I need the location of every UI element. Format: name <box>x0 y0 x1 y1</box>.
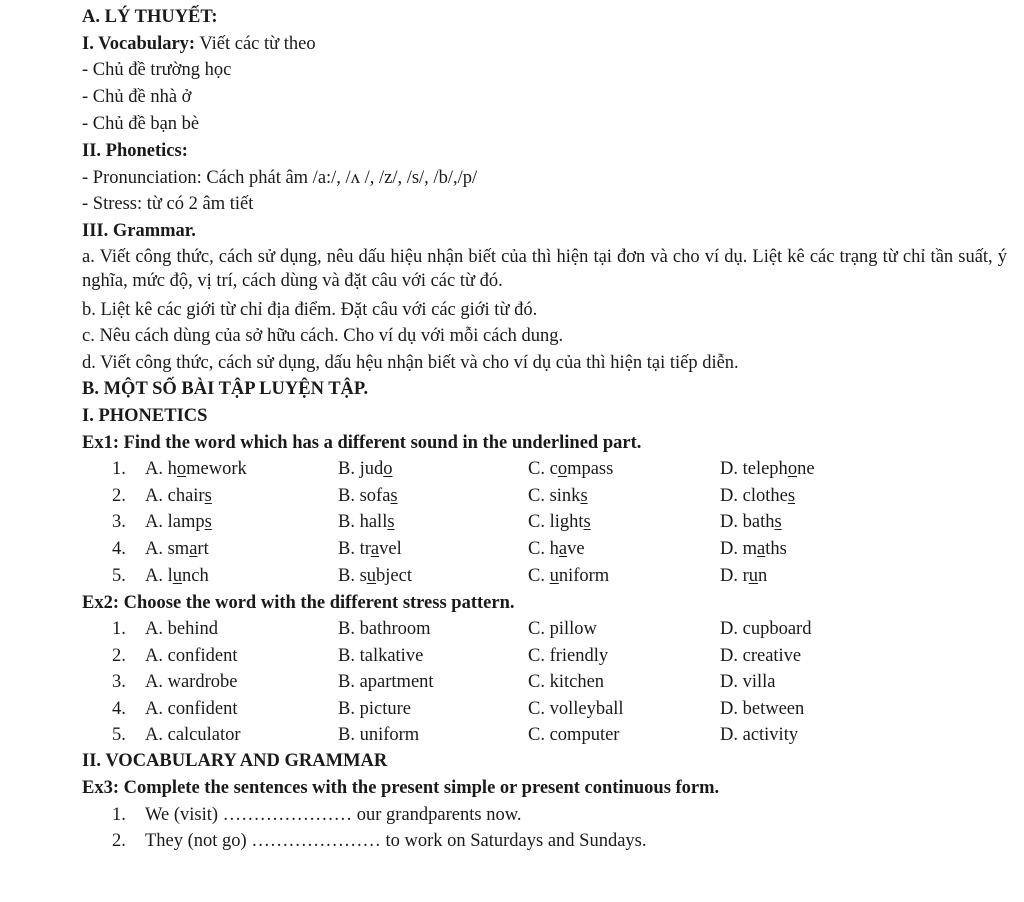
ex1-row <box>0 458 1024 482</box>
question-number: 4. <box>112 539 126 559</box>
option-b: B. picture <box>338 699 411 719</box>
ex1-row <box>0 565 1024 589</box>
vocabulary-instruction: Viết các từ theo <box>195 34 316 54</box>
vocabulary-line <box>82 33 316 55</box>
ex1-row <box>0 538 1024 562</box>
sentence-text: They (not go) ………………… to work on Saturdays and Sundays. <box>145 831 647 851</box>
ex2-row <box>0 645 1024 669</box>
sentence-text: We (visit) ………………… our grandparents now. <box>145 805 522 825</box>
option-d: D. maths <box>720 539 787 559</box>
question-number: 2. <box>112 831 126 851</box>
vocab-topic-friends: - Chủ đề bạn bè <box>82 114 200 134</box>
stress-item: - Stress: từ có 2 âm tiết <box>82 194 254 214</box>
ex2-row <box>0 671 1024 695</box>
option-b: B. judo <box>338 459 393 479</box>
option-c: C. sinks <box>528 486 588 506</box>
phonetics-heading: II. Phonetics: <box>82 141 188 161</box>
option-a: A. chairs <box>145 486 212 506</box>
grammar-item-d: d. Viết công thức, cách sử dụng, dấu hệu nhận biết và cho ví dụ của thì hiện tại tiếp diễn. <box>82 353 739 373</box>
option-a: A. wardrobe <box>145 672 238 692</box>
option-d: D. villa <box>720 672 776 692</box>
option-a: A. smart <box>145 539 209 559</box>
vocab-topic-home: - Chủ đề nhà ở <box>82 87 192 107</box>
ex1-row <box>0 511 1024 535</box>
pronunciation-item: - Pronunciation: Cách phát âm /a:/, /ʌ /, /z/, /s/, /b/,/p/ <box>82 168 478 188</box>
option-c: C. uniform <box>528 566 610 586</box>
ex2-row <box>0 698 1024 722</box>
option-c: C. compass <box>528 459 614 479</box>
option-c: C. volleyball <box>528 699 624 719</box>
option-b: B. travel <box>338 539 402 559</box>
option-b: B. bathroom <box>338 619 431 639</box>
option-c: C. computer <box>528 725 620 745</box>
option-a: A. calculator <box>145 725 241 745</box>
option-d: D. clothes <box>720 486 796 506</box>
phonetics-section-heading: I. PHONETICS <box>82 406 208 426</box>
ex1-row <box>0 485 1024 509</box>
option-c: C. pillow <box>528 619 597 639</box>
option-a: A. lamps <box>145 512 212 532</box>
question-number: 1. <box>112 619 126 639</box>
option-d: D. cupboard <box>720 619 812 639</box>
option-d: D. run <box>720 566 768 586</box>
section-a-heading: A. LÝ THUYẾT: <box>82 7 218 27</box>
question-number: 1. <box>112 459 126 479</box>
option-c: C. have <box>528 539 585 559</box>
option-c: C. lights <box>528 512 591 532</box>
question-number: 2. <box>112 486 126 506</box>
vocab-grammar-section-heading: II. VOCABULARY AND GRAMMAR <box>82 751 388 771</box>
option-d: D. activity <box>720 725 799 745</box>
option-b: B. apartment <box>338 672 434 692</box>
question-number: 3. <box>112 512 126 532</box>
option-b: B. subject <box>338 566 412 586</box>
vocab-topic-school: - Chủ đề trường học <box>82 60 232 80</box>
option-b: B. halls <box>338 512 395 532</box>
option-a: A. lunch <box>145 566 209 586</box>
option-d: D. baths <box>720 512 782 532</box>
grammar-item-b: b. Liệt kê các giới từ chỉ địa điểm. Đặt câu với các giới từ đó. <box>82 300 538 320</box>
grammar-item-c: c. Nêu cách dùng của sở hữu cách. Cho ví dụ với mỗi cách dung. <box>82 326 564 346</box>
section-b-heading: B. MỘT SỐ BÀI TẬP LUYỆN TẬP. <box>82 379 369 399</box>
option-a: A. behind <box>145 619 218 639</box>
question-number: 5. <box>112 566 126 586</box>
option-c: C. kitchen <box>528 672 605 692</box>
ex1-title: Ex1: Find the word which has a different sound in the underlined part. <box>82 433 642 453</box>
grammar-heading: III. Grammar. <box>82 221 196 241</box>
option-a: A. confident <box>145 646 238 666</box>
ex3-row <box>0 830 1024 854</box>
ex2-title: Ex2: Choose the word with the different stress pattern. <box>82 593 515 613</box>
vocabulary-heading: I. Vocabulary: <box>82 34 196 54</box>
question-number: 1. <box>112 805 126 825</box>
ex3-title: Ex3: Complete the sentences with the present simple or present continuous form. <box>82 778 720 798</box>
option-d: D. creative <box>720 646 802 666</box>
question-number: 5. <box>112 725 126 745</box>
option-b: B. uniform <box>338 725 420 745</box>
option-a: A. homework <box>145 459 247 479</box>
ex2-row <box>0 618 1024 642</box>
ex3-row <box>0 804 1024 828</box>
grammar-item-a: a. Viết công thức, cách sử dụng, nêu dấu hiệu nhận biết của thì hiện tại đơn và cho ví dụ. Liệt kê các trạng từ chỉ tần suất, ý nghĩa, mức độ, vị trí, cách dùng và đặt câu với các từ đó. <box>82 247 1007 291</box>
option-a: A. confident <box>145 699 238 719</box>
option-c: C. friendly <box>528 646 609 666</box>
question-number: 2. <box>112 646 126 666</box>
question-number: 3. <box>112 672 126 692</box>
option-b: B. sofas <box>338 486 398 506</box>
question-number: 4. <box>112 699 126 719</box>
ex2-row <box>0 724 1024 748</box>
option-b: B. talkative <box>338 646 424 666</box>
option-d: D. telephone <box>720 459 815 479</box>
option-d: D. between <box>720 699 805 719</box>
